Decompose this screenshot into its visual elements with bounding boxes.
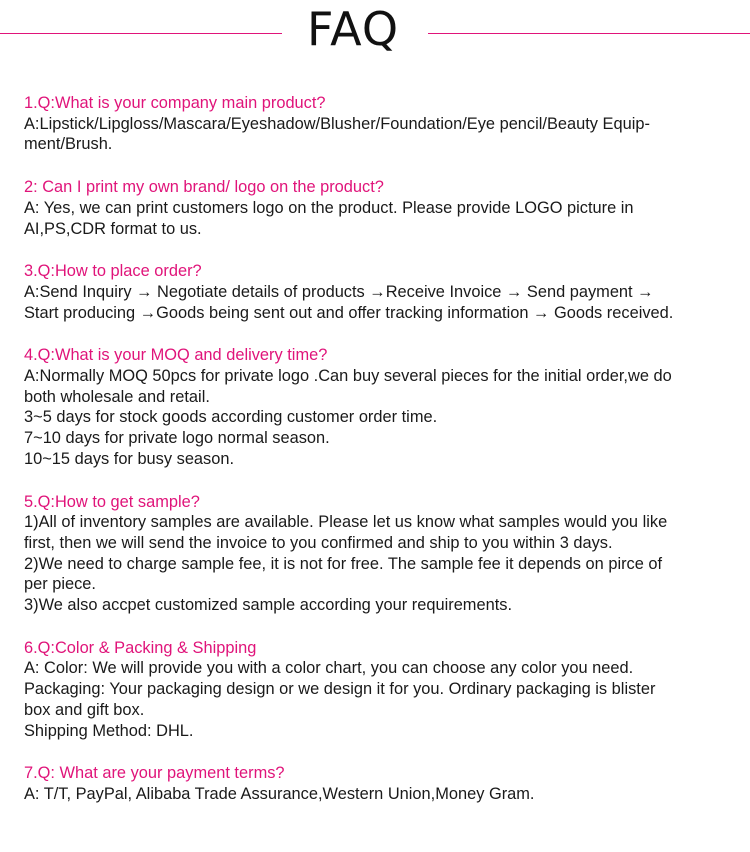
faq-answer-line: first, then we will send the invoice to you confirmed and ship to you within 3 days.	[24, 533, 613, 552]
faq-answer-line: A: Yes, we can print customers logo on the product. Please provide LOGO picture in	[24, 198, 634, 217]
faq-answer-line: both wholesale and retail.	[24, 387, 210, 406]
faq-item-6	[24, 638, 742, 742]
faq-answer-line: 10~15 days for busy season.	[24, 449, 235, 468]
faq-answer-line: box and gift box.	[24, 700, 145, 719]
faq-item-7	[24, 763, 742, 804]
faq-answer-line: A:Normally MOQ 50pcs for private logo .Can buy several pieces for the initial order,we do	[24, 367, 672, 386]
faq-answer-line: Start producing →Goods being sent out and offer tracking information → Goods received.	[24, 303, 674, 322]
faq-answer-line: A:Send Inquiry → Negotiate details of products →Receive Invoice → Send payment →	[24, 282, 654, 301]
faq-answer-line: 3~5 days for stock goods according customer order time.	[24, 408, 438, 427]
faq-answer-line: per piece.	[24, 575, 96, 594]
faq-answer-line: A: T/T, PayPal, Alibaba Trade Assurance,Western Union,Money Gram.	[24, 784, 535, 803]
faq-answer-line: ment/Brush.	[24, 135, 113, 154]
faq-answer-line: 3)We also accpet customized sample according your requirements.	[24, 596, 512, 615]
faq-question: 4.Q:What is your MOQ and delivery time?	[24, 346, 328, 365]
faq-question: 1.Q:What is your company main product?	[24, 94, 326, 112]
faq-answer-line: A: Color: We will provide you with a color chart, you can choose any color you need.	[24, 659, 634, 678]
faq-header	[0, 0, 750, 70]
faq-question: 2: Can I print my own brand/ logo on the product?	[24, 178, 384, 197]
faq-answer-line: Packaging: Your packaging design or we design it for you. Ordinary packaging is blister	[24, 680, 656, 699]
faq-item-2	[24, 177, 742, 239]
faq-question: 7.Q: What are your payment terms?	[24, 764, 285, 783]
faq-item-4	[24, 345, 742, 469]
header-rule-right	[428, 33, 750, 34]
faq-list	[24, 93, 742, 827]
faq-question: 5.Q:How to get sample?	[24, 492, 200, 511]
page-title: FAQ	[306, 2, 400, 56]
faq-answer-line: 2)We need to charge sample fee, it is not for free. The sample fee it depends on pirce of	[24, 554, 663, 573]
faq-question: 3.Q:How to place order?	[24, 262, 202, 281]
faq-answer-line: 1)All of inventory samples are available. Please let us know what samples would you like	[24, 513, 668, 532]
faq-answer-line: 7~10 days for private logo normal season.	[24, 429, 330, 448]
faq-answer-line: Shipping Method: DHL.	[24, 721, 194, 740]
faq-item-3	[24, 261, 742, 323]
faq-answer-line: AI,PS,CDR format to us.	[24, 219, 202, 238]
faq-item-1	[24, 93, 742, 155]
faq-question: 6.Q:Color & Packing & Shipping	[24, 638, 257, 657]
faq-item-5	[24, 492, 742, 616]
faq-answer-line: A:Lipstick/Lipgloss/Mascara/Eyeshadow/Blusher/Foundation/Eye pencil/Beauty Equip-	[24, 114, 650, 133]
